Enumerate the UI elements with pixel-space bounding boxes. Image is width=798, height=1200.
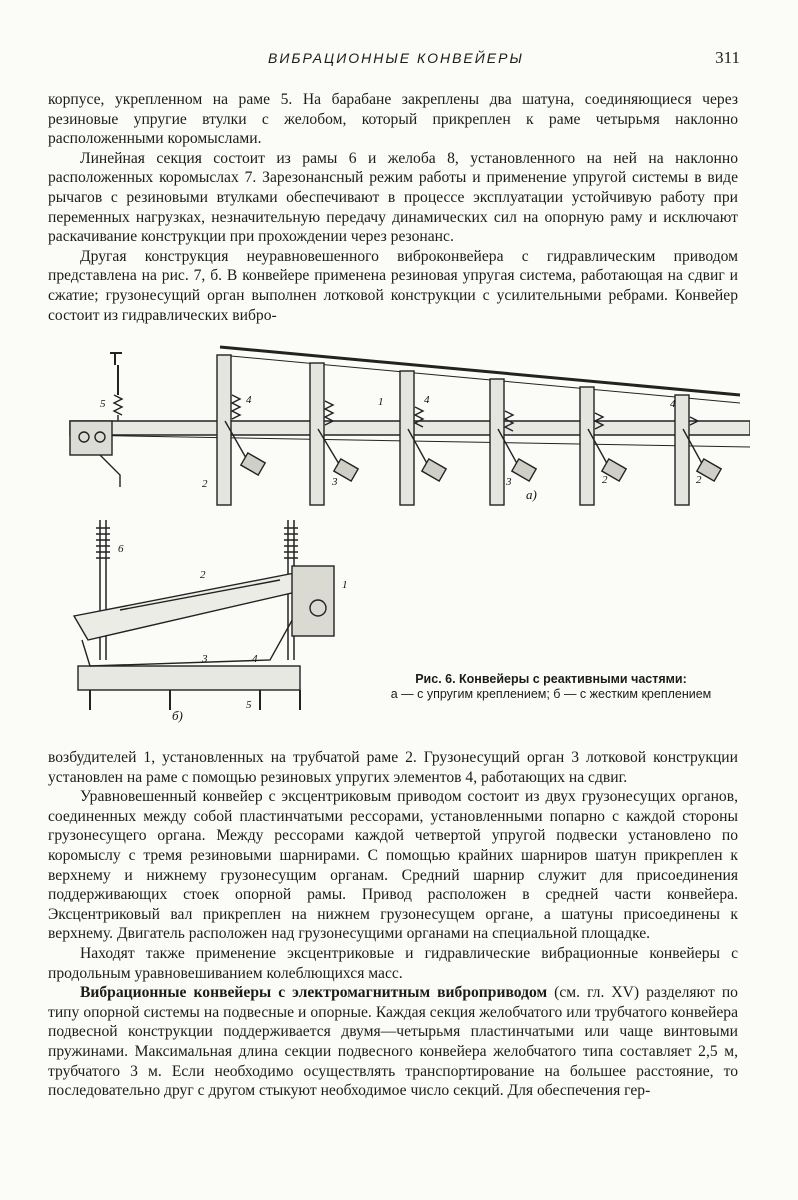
figure-label: 2	[202, 478, 208, 490]
figure-label: 4	[246, 394, 252, 406]
figure-part-label: а)	[526, 487, 537, 502]
figure-label: 2	[200, 569, 206, 581]
figure-label: 6	[118, 543, 124, 555]
figure-label: 4	[670, 398, 676, 410]
figure-label: 4	[252, 653, 258, 665]
figure-label: 1	[378, 396, 384, 408]
paragraph: Линейная секция состоит из рамы 6 и желоба 8, установленного на ней на наклонно расположенных коромыслах 7. Зарезонансный режим работы и применение упругой системы в виде рычагов с резиновыми втулками обеспечивают в процессе эксплуатации устойчивую работу при переменных нагрузках, незначительную передачу динамических сил на опорную раму и исключают раскачивание конструкции при прохождении через резонанс.	[48, 149, 738, 246]
paragraph: Другая конструкция неуравновешенного виброконвейера с гидравлическим приводом представлена на рис. 7, б. В конвейере применена резиновая упругая система, работающая на сдвиг и сжатие; грузонесущий орган выполнен лотковой конструкции с усилительными ребрами. Конвейер состоит из гидравлических вибро-	[48, 247, 738, 324]
figure-label: 3	[506, 476, 512, 488]
figure-label: 3	[202, 653, 208, 665]
caption-title: Рис. 6. Конвейеры с реактивными частями:	[415, 672, 687, 686]
paragraph: корпусе, укрепленном на раме 5. На барабане закреплены два шатуна, соединяющиеся через резиновые упругие втулки с желобом, который прикреплен к раме четырьмя наклонно расположенными коромыслами.	[48, 91, 738, 148]
figure-a-drawing	[60, 335, 750, 515]
figure-label: 3	[332, 476, 338, 488]
paragraph: Уравновешенный конвейер с эксцентриковым приводом состоит из двух грузонесущих органов, соединенных между собой пластинчатыми рессорами, установленными попарно с каждой стороны грузонесущего органа. Между рессорами каждой четвертой упругой подвески установлено по коромыслу с тремя резиновыми шарнирами. С помощью крайних шарниров шатун прикреплен к верхнему и нижнему грузонесущим органам. Средний шарнир служит для присоединения поддерживающих стоек опорной рамы. Привод расположен в средней части конвейера. Эксцентриковый вал прикреплен на нижнем грузонесущем органе, а шатуны присоединены к верхнему. Двигатель расположен над грузонесущими органами на специальной площадке.	[48, 788, 738, 943]
paragraph: Находят также применение эксцентриковые и гидравлические вибрационные конвейеры с продольным уравновешиванием колеблющихся масс.	[48, 944, 738, 982]
running-title: ВИБРАЦИОННЫЕ КОНВЕЙЕРЫ	[268, 50, 524, 66]
figure-part-label: б)	[172, 708, 183, 723]
figure-caption	[370, 672, 732, 702]
figure-label: 1	[342, 579, 348, 591]
paragraph-rest: (см. гл. XV) разделяют по типу опорной системы на подвесные и опорные. Каждая секция желобчатого или трубчатого конвейера подвесной конструкции поддерживается двумя—четырьмя пластинчатыми или чаще винтовыми пружинами. Максимальная длина секции подвесного конвейера желобчатого типа составляет 2,5 м, трубчатого 3 м. Если необходимо осуществлять транспортирование на большее расстояние, то последовательно друг с другом стыкуют необходимое число секций. Для обеспечения гер-	[48, 984, 738, 1100]
top-text-block	[48, 90, 738, 325]
figure-label: 5	[100, 398, 106, 410]
paragraph-last	[48, 983, 738, 1101]
bottom-text-block	[48, 748, 738, 1101]
figure-b-drawing	[60, 510, 365, 730]
figure-label: 2	[602, 474, 608, 486]
figure-label: 5	[246, 699, 252, 711]
page-number: 311	[715, 48, 740, 67]
paragraph: возбудителей 1, установленных на трубчатой раме 2. Грузонесущий орган 3 лотковой конструкции установлен на раме с помощью резиновых упругих элементов 4, работающих на сдвиг.	[48, 749, 738, 786]
bold-lead: Вибрационные конвейеры с электромагнитным виброприводом	[80, 984, 548, 1002]
caption-body: а — с упругим креплением; б — с жестким креплением	[390, 687, 712, 701]
figure-label: 2	[696, 474, 702, 486]
figure-label: 4	[424, 394, 430, 406]
page-header	[0, 48, 798, 72]
